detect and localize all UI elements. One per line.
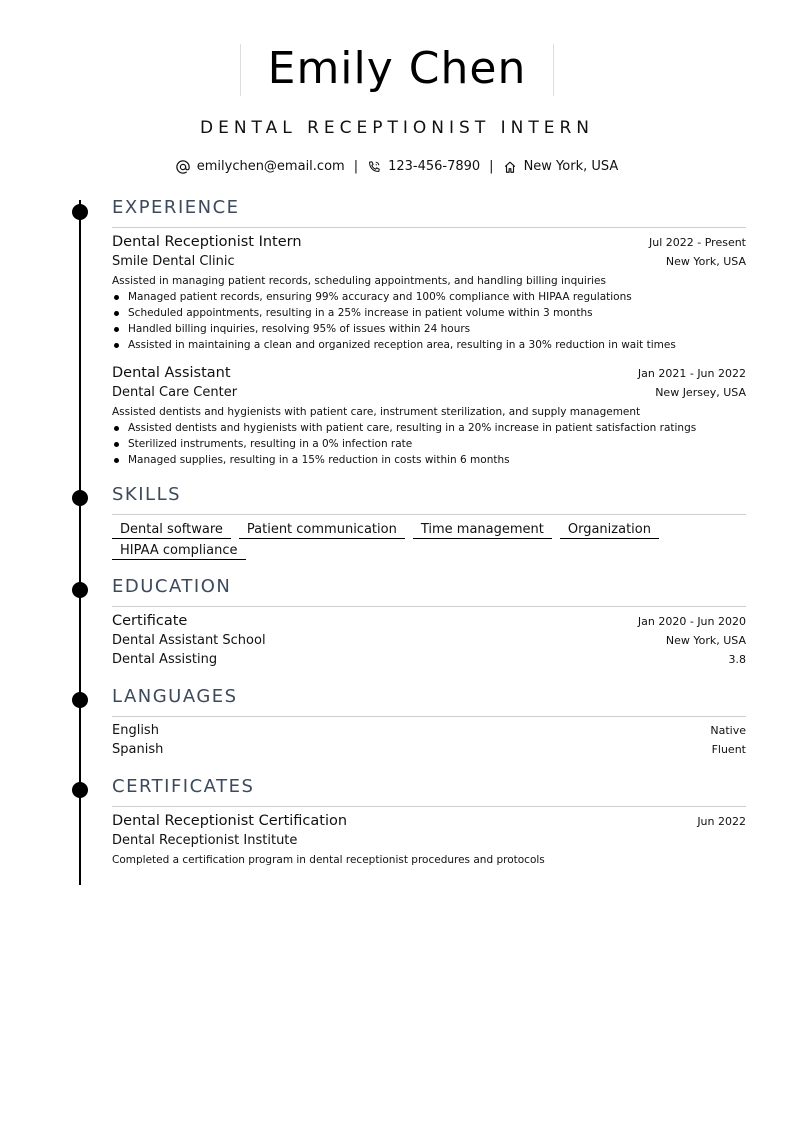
experience-section <box>112 197 746 468</box>
list-item: Assisted dentists and hygienists with patient care, resulting in a 20% increase in patient satisfaction ratings <box>112 420 746 436</box>
degree: Certificate <box>112 613 188 629</box>
job-role: Dental Assistant <box>112 365 231 381</box>
phone-text: 123-456-7890 <box>388 159 481 174</box>
job-location: New York, USA <box>665 255 746 268</box>
job-org: Smile Dental Clinic <box>112 254 235 269</box>
section-divider <box>112 806 746 807</box>
job-role: Dental Receptionist Intern <box>112 234 302 250</box>
skills-section <box>112 484 746 564</box>
language-level: Fluent <box>711 743 746 756</box>
school: Dental Assistant School <box>112 633 266 648</box>
phone-icon <box>367 160 381 174</box>
at-icon <box>176 160 190 174</box>
education-heading: EDUCATION <box>112 576 232 597</box>
email-text: emilychen@email.com <box>196 159 345 174</box>
language-level: Native <box>710 724 746 737</box>
field-of-study: Dental Assisting <box>112 652 218 667</box>
section-divider <box>112 227 746 228</box>
contact-line <box>0 159 794 174</box>
contact-separator: | <box>489 159 494 174</box>
languages-heading: LANGUAGES <box>112 686 238 707</box>
section-divider <box>112 716 746 717</box>
gpa: 3.8 <box>728 653 746 666</box>
timeline-dot <box>72 782 88 798</box>
list-item: Managed patient records, ensuring 99% accuracy and 100% compliance with HIPAA regulations <box>112 289 746 305</box>
contact-location <box>503 159 619 174</box>
language-name: English <box>112 723 159 738</box>
language-name: Spanish <box>112 742 164 757</box>
school-location: New York, USA <box>665 634 746 647</box>
skill-tag: Patient communication <box>239 522 405 539</box>
job-summary: Assisted in managing patient records, scheduling appointments, and handling billing inquiries <box>112 275 606 287</box>
certificate-date: Jun 2022 <box>697 815 746 828</box>
job-location: New Jersey, USA <box>655 386 746 399</box>
skills-heading: SKILLS <box>112 484 182 505</box>
skill-tag: Dental software <box>112 522 231 539</box>
timeline-dot <box>72 490 88 506</box>
certificate-issuer: Dental Receptionist Institute <box>112 833 298 848</box>
language-row <box>112 723 746 742</box>
contact-separator: | <box>353 159 359 174</box>
job-org: Dental Care Center <box>112 385 238 400</box>
job-entry <box>112 234 746 353</box>
timeline-dot <box>72 204 88 220</box>
certificate-description: Completed a certification program in dental receptionist procedures and protocols <box>112 854 545 866</box>
skill-tag: Organization <box>560 522 659 539</box>
job-dates: Jul 2022 - Present <box>649 236 746 249</box>
list-item: Assisted in maintaining a clean and organized reception area, resulting in a 30% reduction in wait times <box>112 337 746 353</box>
candidate-title: DENTAL RECEPTIONIST INTERN <box>199 118 594 138</box>
timeline-dot <box>72 692 88 708</box>
job-entry <box>112 365 746 468</box>
timeline-dot <box>72 582 88 598</box>
list-item: Managed supplies, resulting in a 15% reduction in costs within 6 months <box>112 452 746 468</box>
section-divider <box>112 606 746 607</box>
location-text: New York, USA <box>523 159 619 174</box>
job-dates: Jan 2021 - Jun 2022 <box>637 367 746 380</box>
candidate-name: Emily Chen <box>267 43 527 94</box>
education-dates: Jan 2020 - Jun 2020 <box>637 615 746 628</box>
skill-tag: Time management <box>413 522 552 539</box>
contact-phone <box>367 159 480 174</box>
certificates-section <box>112 776 746 868</box>
list-item: Handled billing inquiries, resolving 95% of issues within 24 hours <box>112 321 746 337</box>
languages-section <box>112 686 746 761</box>
list-item: Scheduled appointments, resulting in a 25% increase in patient volume within 3 months <box>112 305 746 321</box>
list-item: Sterilized instruments, resulting in a 0% infection rate <box>112 436 746 452</box>
job-bullets <box>112 289 746 353</box>
name-block <box>240 44 554 96</box>
job-summary: Assisted dentists and hygienists with patient care, instrument sterilization, and supply management <box>112 406 641 418</box>
contact-email <box>176 159 345 174</box>
skills-list <box>112 522 746 564</box>
home-icon <box>503 160 517 174</box>
job-bullets <box>112 420 746 468</box>
certificate-name: Dental Receptionist Certification <box>112 813 348 829</box>
language-row <box>112 742 746 761</box>
certificates-heading: CERTIFICATES <box>112 776 255 797</box>
education-section <box>112 576 746 671</box>
skill-tag: HIPAA compliance <box>112 543 246 560</box>
section-divider <box>112 514 746 515</box>
experience-heading: EXPERIENCE <box>112 197 240 218</box>
